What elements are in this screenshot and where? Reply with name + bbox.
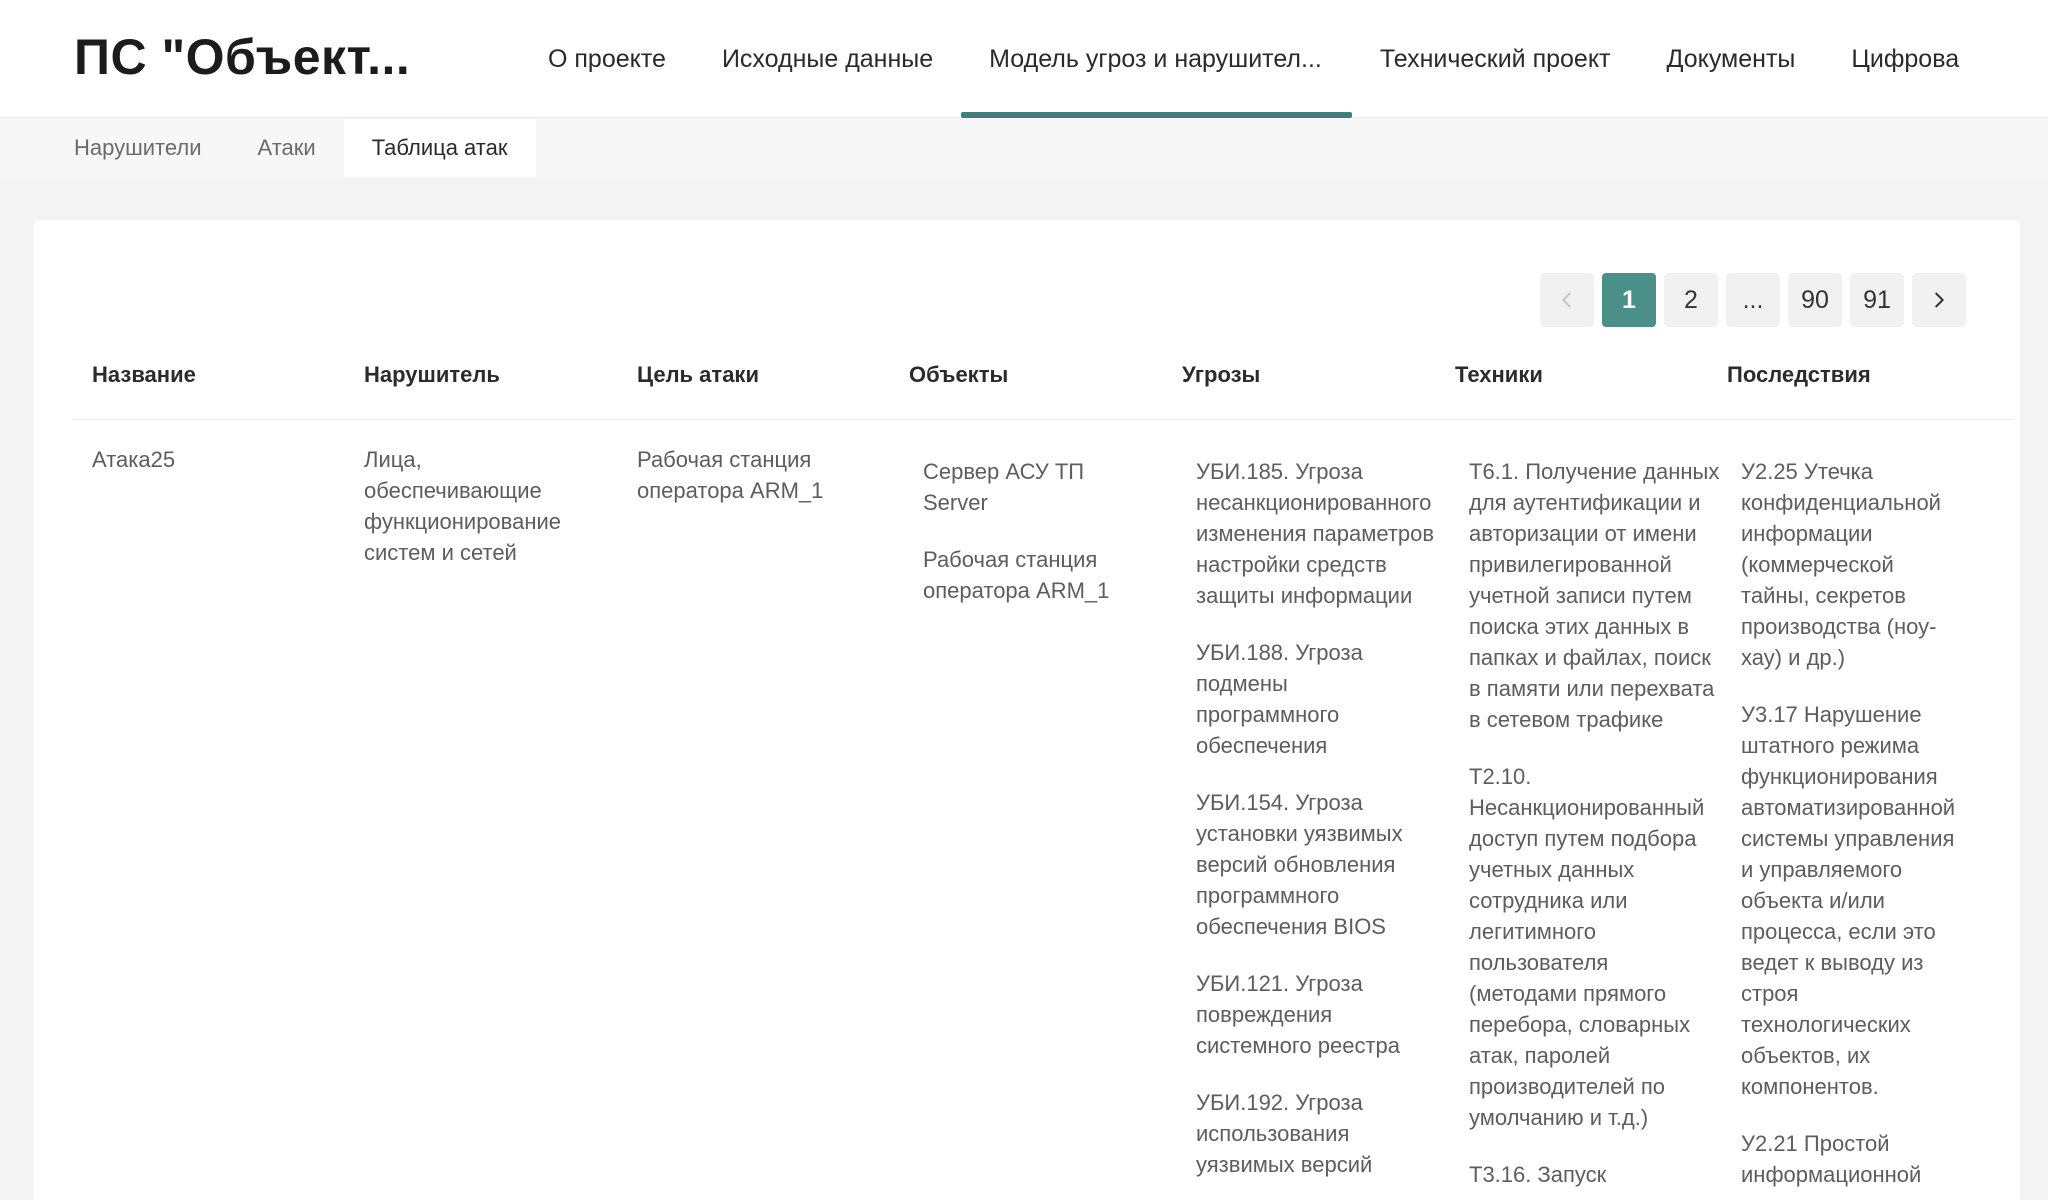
cell-techniques [1469,456,1719,1200]
cell-target [637,444,877,506]
column-header-target[interactable]: Цель атаки [637,362,759,387]
threat-item: УБИ.192. Угроза использования уязвимых версий [1196,1090,1373,1177]
sub-nav-bar [0,119,2048,177]
tab-technical-project[interactable]: Технический проект [1379,44,1611,73]
column-header-objects[interactable]: Объекты [909,362,1009,387]
subtab-attacks[interactable]: Атаки [257,135,316,160]
main-nav [520,0,1987,118]
object-item: Рабочая станция оператора ARM_1 [923,547,1110,603]
prev-page-button[interactable] [1540,273,1594,327]
attack-table-card [34,220,2020,1200]
tab-threat-model[interactable]: Модель угроз и нарушител... [961,0,1352,118]
cell-threats [1196,456,1446,1200]
chevron-left-icon [1556,289,1578,311]
tab-about[interactable]: О проекте [548,44,666,73]
subtab-violators[interactable]: Нарушители [74,135,202,160]
technique-item: Т2.10. Несанкционированный доступ путем подбора учетных данных сотрудника или легитимного пользователя (методами прямого перебора, словарных атак, паролей производителей по умолчанию и т.д.) [1469,764,1705,1130]
technique-item: Т6.1. Получение данных для аутентификации и авторизации от имени привилегированной учетной записи путем поиска этих данных в папках и файлах, поиск в памяти или перехвата в сетевом трафике [1469,459,1719,732]
cell-objects [923,456,1163,632]
table-row[interactable] [72,422,2014,1200]
tab-source-data[interactable]: Исходные данные [721,44,934,73]
top-header [0,0,2048,118]
tab-digital[interactable]: Цифрова [1851,44,1960,73]
column-header-consequences[interactable]: Последствия [1727,362,1871,387]
cell-violator-line: обеспечивающие [364,478,542,503]
cell-target-line: Рабочая станция [637,447,812,472]
threat-item: УБИ.154. Угроза установки уязвимых версий обновления программного обеспечения BIOS [1196,790,1403,939]
subtab-attack-table[interactable]: Таблица атак [344,119,536,177]
cell-name: Атака25 [92,447,176,472]
table-header [72,350,2014,420]
chevron-right-icon [1928,289,1950,311]
cell-violator-line: функционирование [364,509,562,534]
tab-documents[interactable]: Документы [1666,44,1796,73]
threat-item: УБИ.185. Угроза несанкционированного изменения параметров настройки средств защиты информации [1196,459,1435,608]
column-header-threats[interactable]: Угрозы [1182,362,1261,387]
cell-violator [364,444,604,568]
consequence-item: У3.17 Нарушение штатного режима функционирования автоматизированной системы управления и управляемого объекта и/или процесса, если это ведет к выводу из строя технологических объектов, их компонентов. [1741,702,1956,1099]
column-header-name[interactable]: Название [92,362,196,387]
sub-tabs [74,119,536,177]
column-header-techniques[interactable]: Техники [1455,362,1543,387]
consequence-item: У2.25 Утечка конфиденциальной информации (коммерческой тайны, секретов производства (ноу- хау) и др.) [1741,459,1941,670]
page-ellipsis[interactable]: ... [1726,273,1780,327]
next-page-button[interactable] [1912,273,1966,327]
page-button-2[interactable]: 2 [1664,273,1718,327]
threat-item: УБИ.121. Угроза повреждения системного реестра [1196,971,1401,1058]
technique-item: Т3.16. Запуск [1469,1162,1607,1187]
cell-target-line: оператора ARM_1 [637,478,824,503]
app-title[interactable]: ПС "Объект... [74,29,411,85]
cell-consequences [1741,456,1991,1200]
page-button-90[interactable]: 90 [1788,273,1842,327]
threat-item: УБИ.188. Угроза подмены программного обеспечения [1196,640,1363,758]
page-button-91[interactable]: 91 [1850,273,1904,327]
object-item: Сервер АСУ ТП Server [923,459,1085,515]
cell-violator-line: Лица, [364,447,422,472]
column-header-violator[interactable]: Нарушитель [364,362,500,387]
pagination [1540,273,1966,327]
page-button-1[interactable]: 1 [1602,273,1656,327]
consequence-item: У2.21 Простой информационной [1741,1131,1922,1187]
cell-violator-line: систем и сетей [364,540,517,565]
